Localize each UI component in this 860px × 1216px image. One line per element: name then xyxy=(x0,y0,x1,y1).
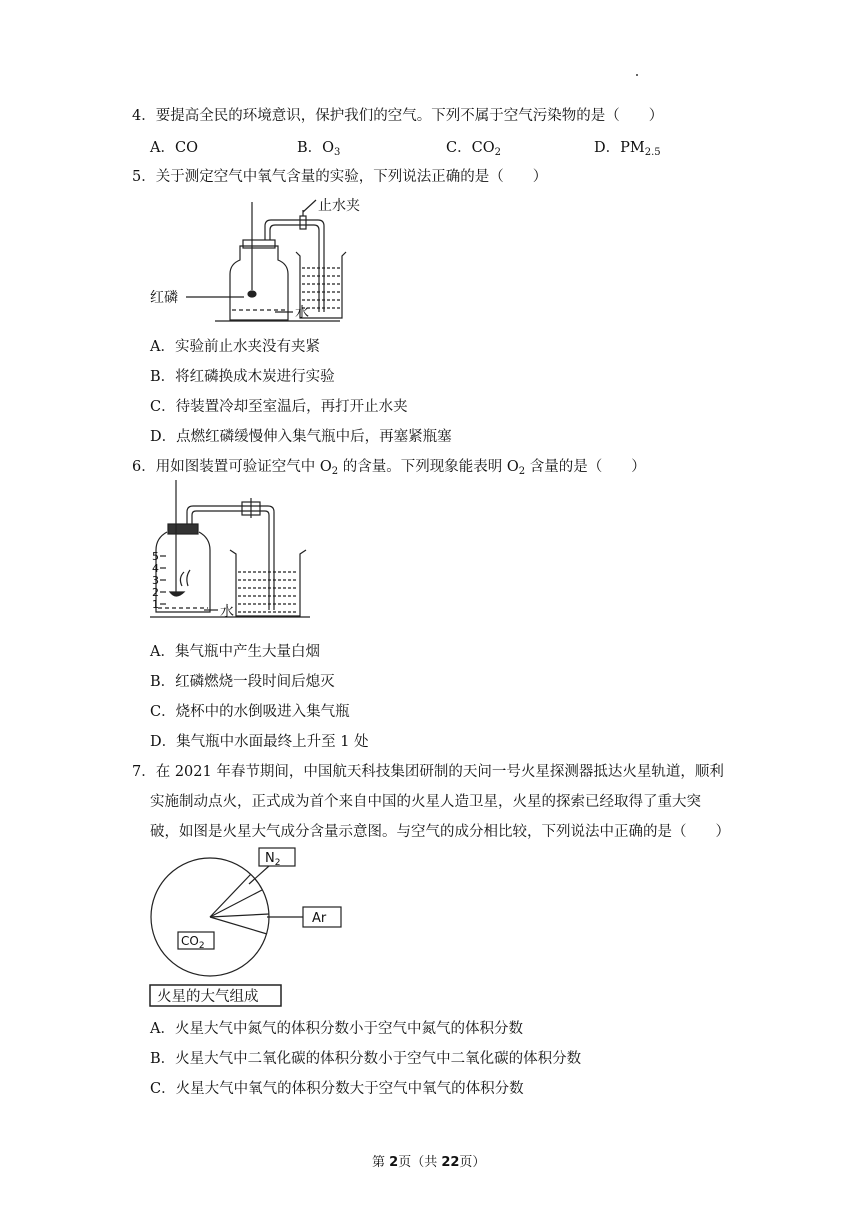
q6-option-c: C．烧杯中的水倒吸进入集气瓶 xyxy=(150,704,350,720)
scale-mark-4: 4 xyxy=(152,562,159,575)
q5-stem: 5．关于测定空气中氧气含量的实验，下列说法正确的是（ ） xyxy=(132,169,548,185)
co2-label: $CO_2$ xyxy=(181,934,205,951)
q7-mars-atmosphere-figure xyxy=(145,842,345,1010)
scale-mark-5: 5 xyxy=(152,550,159,563)
q7-option-a: A．火星大气中氮气的体积分数小于空气中氮气的体积分数 xyxy=(150,1021,523,1037)
q7-line-3: 破，如图是火星大气成分含量示意图。与空气的成分相比较，下列说法中正确的是（ ） xyxy=(150,824,730,840)
q7-option-b: B．火星大气中二氧化碳的体积分数小于空气中二氧化碳的体积分数 xyxy=(150,1051,582,1067)
q7-line-1: 7．在 2021 年春节期间，中国航天科技集团研制的天问一号火星探测器抵达火星轨道，顺利 xyxy=(132,764,724,780)
page-footer: 第 2页（共 22页） xyxy=(372,1155,486,1170)
q6-stem: 6．用如图装置可验证空气中 $O_2$ 的含量。下列现象能表明 $O_2$ 含量的是（ ） xyxy=(132,459,646,477)
q4-stem: 4．要提高全民的环境意识，保护我们的空气。下列不属于空气污染物的是（ ） xyxy=(132,108,664,124)
q7-line-2: 实施制动点火，正式成为首个来自中国的火星人造卫星，火星的探索已经取得了重大突 xyxy=(150,794,701,810)
water-label: 水 xyxy=(295,305,309,321)
q6-option-d: D．集气瓶中水面最终上升至 1 处 xyxy=(150,734,369,750)
phosphorus-label: 红磷 xyxy=(150,290,178,306)
q5-option-c: C．待装置冷却至室温后，再打开止水夹 xyxy=(150,399,408,415)
scale-mark-2: 2 xyxy=(152,586,159,599)
total-pages: 22 xyxy=(441,1155,460,1170)
water-label: 水 xyxy=(220,604,234,620)
scale-mark-3: 3 xyxy=(152,574,159,587)
ar-label: Ar xyxy=(312,911,327,926)
q6-option-a: A．集气瓶中产生大量白烟 xyxy=(150,644,320,660)
n2-label: $N_2$ xyxy=(265,851,281,868)
q6-apparatus-figure xyxy=(150,480,310,625)
q4-option-d: D．$PM_{2.5}$ xyxy=(594,140,661,158)
q5-option-d: D．点燃红磷缓慢伸入集气瓶中后，再塞紧瓶塞 xyxy=(150,429,452,445)
chart-caption: 火星的大气组成 xyxy=(157,989,259,1005)
q4-option-c: C．$CO_2$ xyxy=(446,140,501,158)
q5-option-b: B．将红磷换成木炭进行实验 xyxy=(150,369,335,385)
scale-mark-1: 1 xyxy=(152,598,159,611)
page-number: 2 xyxy=(389,1155,399,1170)
clamp-label: 止水夹 xyxy=(318,198,360,214)
q5-apparatus-figure xyxy=(140,190,370,330)
speck xyxy=(636,74,638,76)
q6-option-b: B．红磷燃烧一段时间后熄灭 xyxy=(150,674,335,690)
q7-option-c: C．火星大气中氧气的体积分数大于空气中氧气的体积分数 xyxy=(150,1081,524,1097)
q4-option-a: A．CO xyxy=(150,140,198,156)
q4-option-b: B．$O_3$ xyxy=(297,140,341,158)
q5-option-a: A．实验前止水夹没有夹紧 xyxy=(150,339,320,355)
